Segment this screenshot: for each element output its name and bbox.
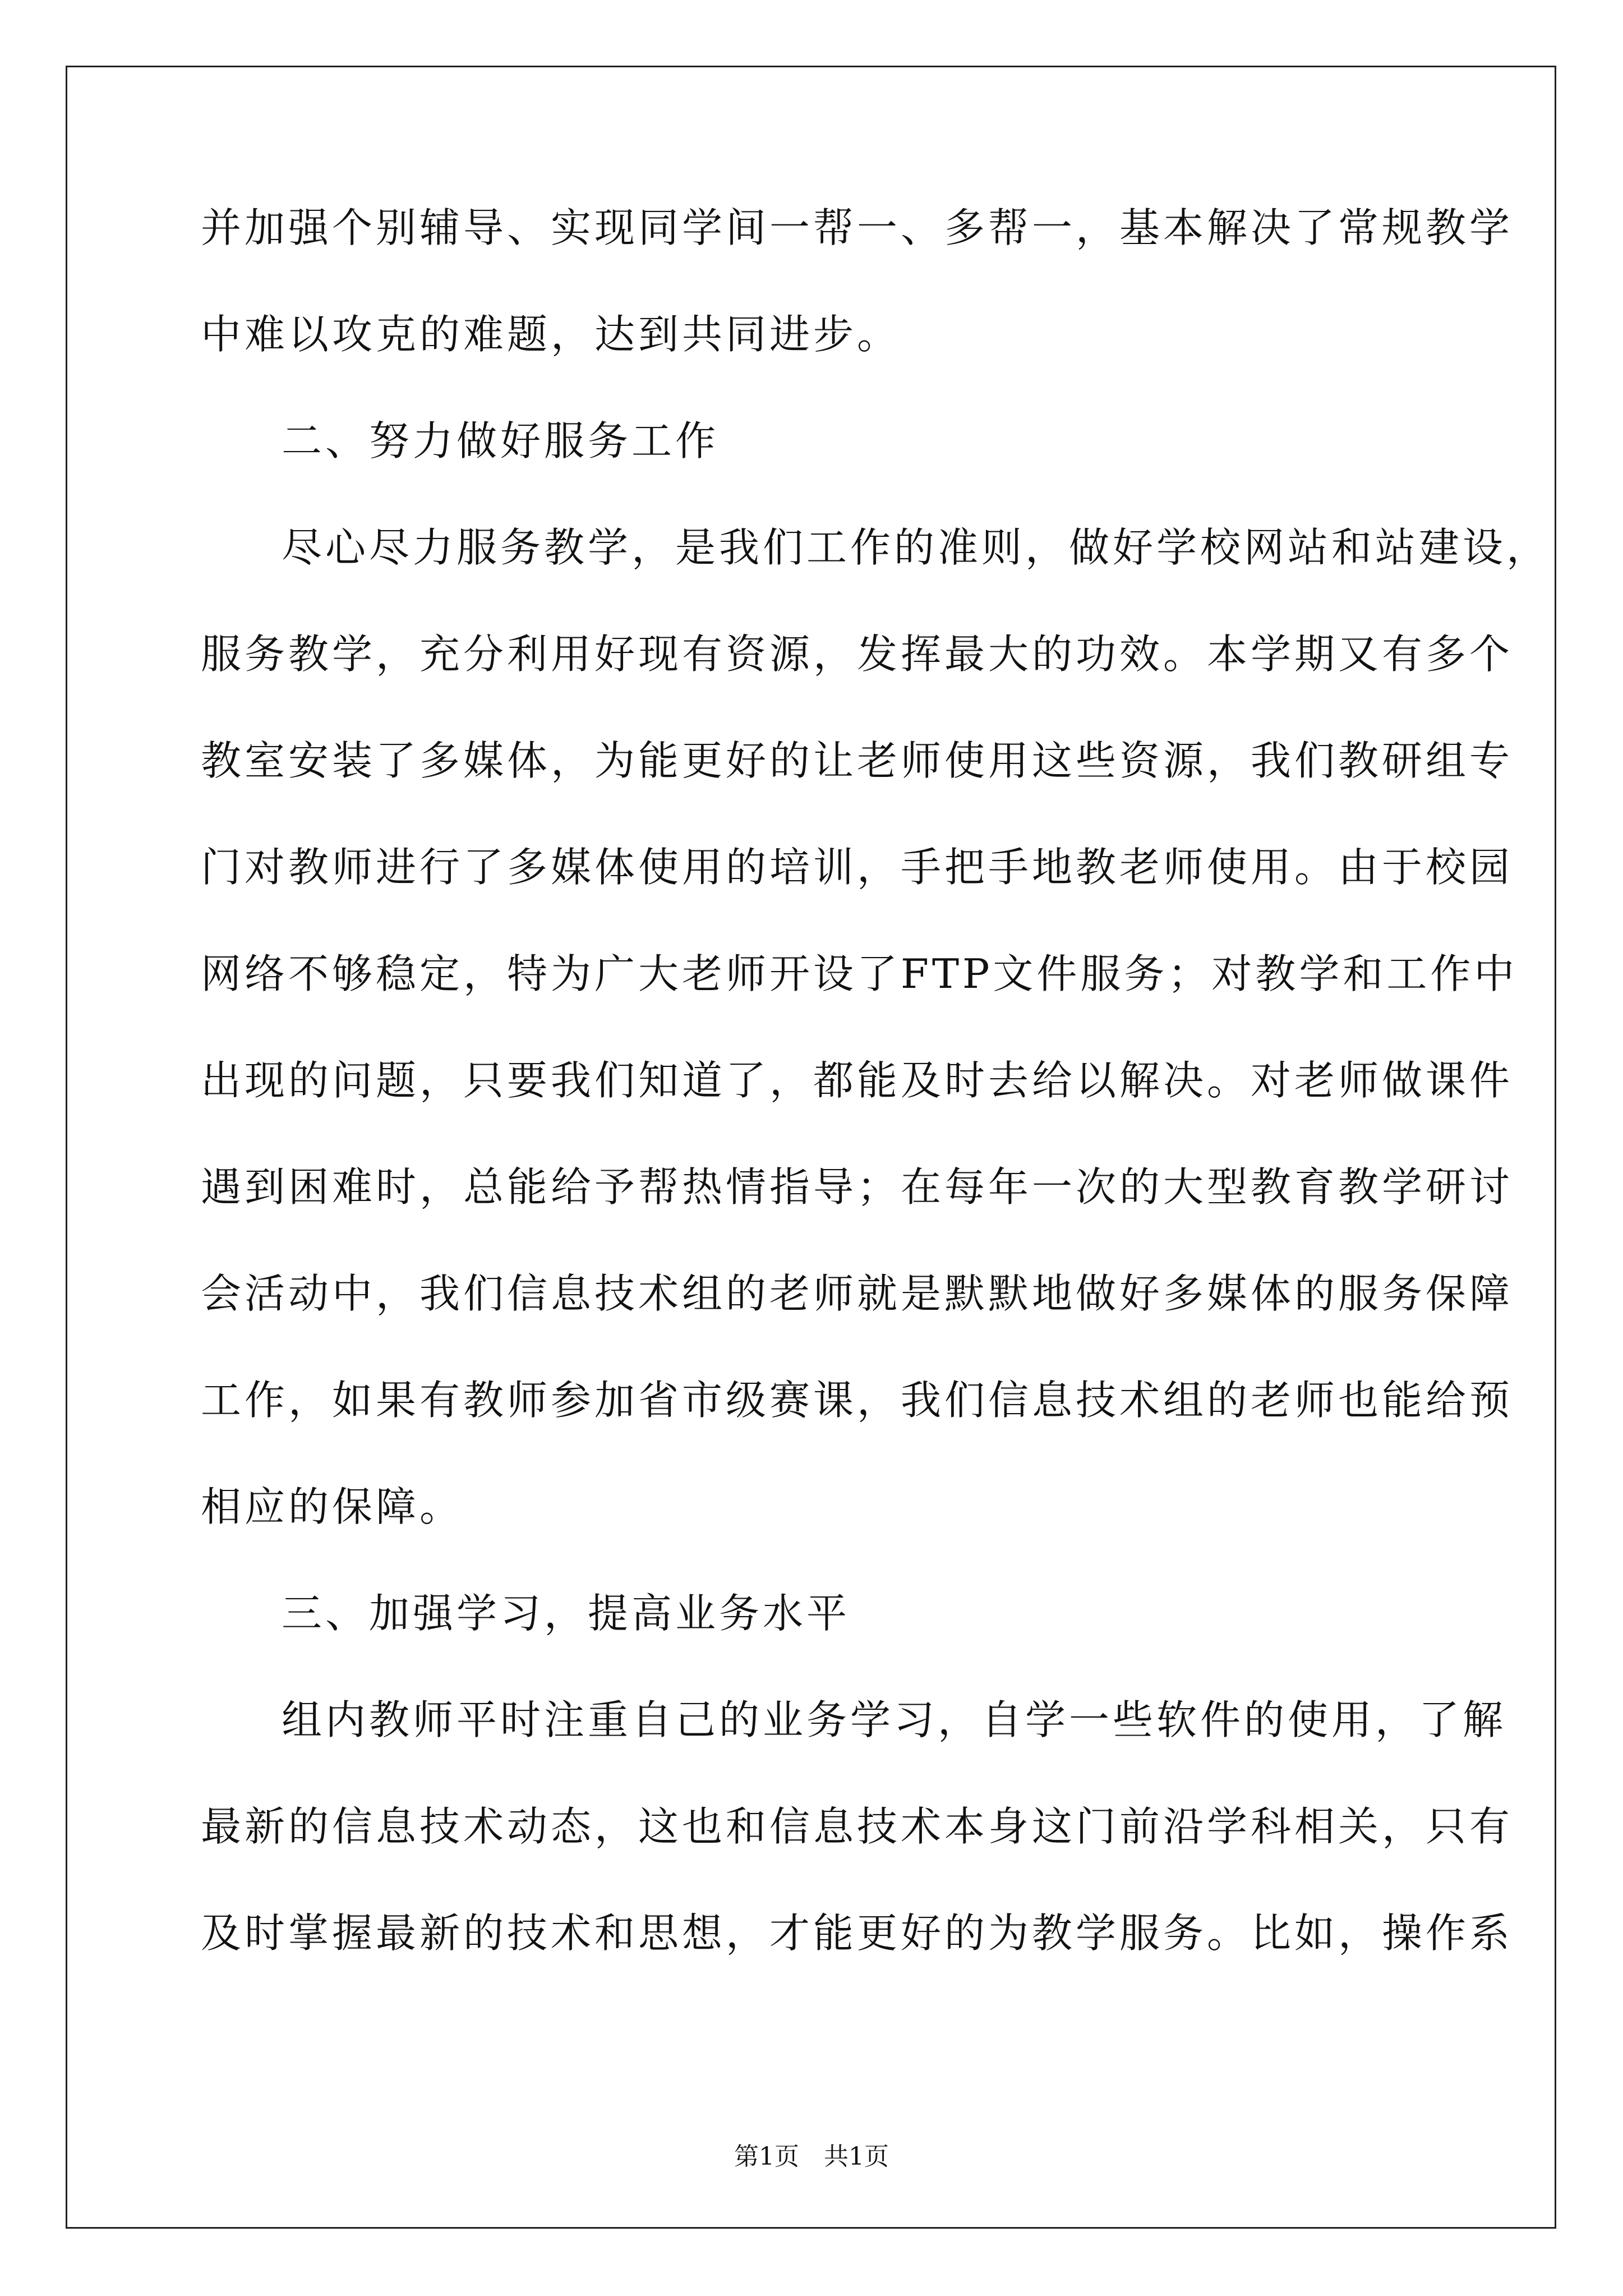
page-footer: 第1页 共1页 (734, 2142, 889, 2171)
paragraph-line-8: 网络不够稳定，特为广大老师开设了FTP文件服务；对教学和工作中 (201, 950, 1518, 997)
paragraph-line-4: 尽心尽力服务教学，是我们工作的准则，做好学校网站和站建设， (282, 524, 1551, 571)
paragraph-line-1: 并加强个别辅导、实现同学间一帮一、多帮一，基本解决了常规教学 (201, 204, 1514, 251)
page-border (66, 66, 1556, 2229)
paragraph-line-16: 最新的信息技术动态，这也和信息技术本身这门前沿学科相关，只有 (201, 1803, 1514, 1850)
paragraph-line-10: 遇到困难时，总能给予帮热情指导；在每年一次的大型教育教学研讨 (201, 1163, 1514, 1211)
paragraph-line-6: 教室安装了多媒体，为能更好的让老师使用这些资源，我们教研组专 (201, 737, 1514, 784)
paragraph-line-9: 出现的问题，只要我们知道了，都能及时去给以解决。对老师做课件 (201, 1057, 1514, 1104)
paragraph-line-7: 门对教师进行了多媒体使用的培训，手把手地教老师使用。由于校园 (201, 844, 1514, 891)
section-heading-2: 二、努力做好服务工作 (282, 417, 720, 464)
paragraph-line-15: 组内教师平时注重自己的业务学习，自学一些软件的使用，了解 (282, 1696, 1507, 1743)
paragraph-line-5: 服务教学，充分利用好现有资源，发挥最大的功效。本学期又有多个 (201, 631, 1514, 678)
section-heading-3: 三、加强学习，提高业务水平 (282, 1590, 851, 1637)
paragraph-line-13: 相应的保障。 (201, 1483, 464, 1530)
paragraph-line-11: 会活动中，我们信息技术组的老师就是默默地做好多媒体的服务保障 (201, 1270, 1514, 1317)
paragraph-line-12: 工作，如果有教师参加省市级赛课，我们信息技术组的老师也能给预 (201, 1377, 1514, 1424)
paragraph-line-2: 中难以攻克的难题，达到共同进步。 (201, 311, 901, 358)
paragraph-line-17: 及时掌握最新的技术和思想，才能更好的为教学服务。比如，操作系 (201, 1910, 1514, 1957)
